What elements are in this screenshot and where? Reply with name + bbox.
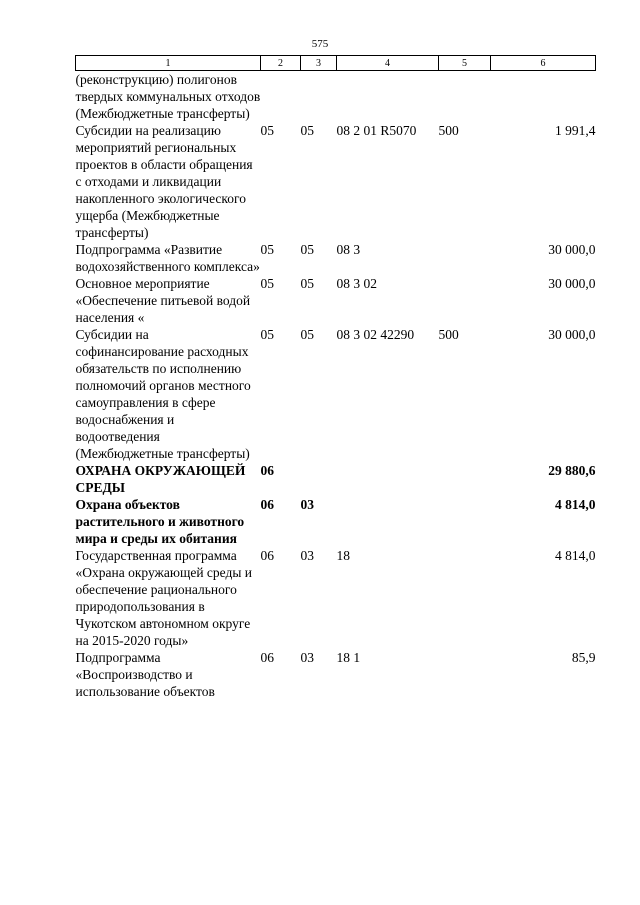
table-header-row bbox=[76, 56, 596, 71]
row-name-cell: Субсидии на реализацию мероприятий региональных проектов в области обращения с отходами и ликвидации накопленного экологического ущерба (Межбюджетные трансферты) bbox=[75, 123, 253, 240]
row-expense-type-cell: 500 bbox=[438, 123, 459, 138]
row-subsection-cell: 03 bbox=[300, 650, 314, 665]
row-subsection-cell: 05 bbox=[300, 327, 314, 342]
column-header: 4 bbox=[337, 56, 439, 71]
table-row bbox=[76, 122, 596, 241]
column-header: 1 bbox=[76, 56, 261, 71]
row-section-cell: 05 bbox=[260, 327, 274, 342]
row-name-cell: Подпрограмма «Развитие водохозяйственного комплекса» bbox=[75, 242, 260, 274]
table-row bbox=[76, 547, 596, 649]
table-row bbox=[76, 326, 596, 462]
row-amount-cell: 29 880,6 bbox=[548, 463, 596, 478]
row-section-cell: 06 bbox=[260, 650, 274, 665]
row-section-cell bbox=[261, 71, 301, 123]
row-section-cell: 05 bbox=[260, 276, 274, 291]
row-name-cell: Подпрограмма «Воспроизводство и использование объектов bbox=[75, 650, 215, 699]
table-row bbox=[76, 462, 596, 496]
row-subsection-cell bbox=[301, 462, 337, 496]
row-target-code-cell bbox=[337, 462, 439, 496]
row-expense-type-cell bbox=[439, 496, 491, 547]
row-target-code-cell bbox=[337, 71, 439, 123]
row-section-cell: 05 bbox=[260, 123, 274, 138]
row-target-code-cell bbox=[337, 496, 439, 547]
column-header: 2 bbox=[261, 56, 301, 71]
row-section-cell: 06 bbox=[260, 463, 274, 478]
table-row bbox=[76, 71, 596, 123]
row-target-code-cell: 08 3 02 42290 bbox=[336, 327, 415, 342]
row-target-code-cell: 08 3 02 bbox=[336, 276, 377, 291]
table-row bbox=[76, 275, 596, 326]
budget-table bbox=[75, 55, 596, 700]
row-expense-type-cell bbox=[439, 71, 491, 123]
table-row bbox=[76, 649, 596, 700]
row-expense-type-cell bbox=[439, 547, 491, 649]
row-name-cell: Государственная программа «Охрана окружающей среды и обеспечение рационального природопользования в Чукотском автономном округе на 2015-2020 годы» bbox=[75, 548, 253, 648]
row-target-code-cell: 18 1 bbox=[336, 650, 361, 665]
table-row bbox=[76, 241, 596, 275]
row-name-cell: Охрана объектов растительного и животного мира и среды их обитания bbox=[75, 497, 245, 546]
row-name-cell: Субсидии на софинансирование расходных обязательств по исполнению полномочий органов местного самоуправления в сфере водоснабжения и водоотведения (Межбюджетные трансферты) bbox=[75, 327, 251, 461]
column-header: 5 bbox=[439, 56, 491, 71]
row-subsection-cell: 05 bbox=[300, 242, 314, 257]
row-amount-cell: 30 000,0 bbox=[548, 242, 596, 257]
row-amount-cell: 30 000,0 bbox=[548, 276, 596, 291]
row-subsection-cell: 03 bbox=[300, 548, 314, 563]
row-target-code-cell: 18 bbox=[336, 548, 350, 563]
row-subsection-cell: 05 bbox=[300, 123, 314, 138]
row-subsection-cell bbox=[301, 71, 337, 123]
row-expense-type-cell bbox=[439, 241, 491, 275]
table-row bbox=[76, 496, 596, 547]
row-expense-type-cell bbox=[439, 649, 491, 700]
row-section-cell: 06 bbox=[260, 497, 274, 512]
row-amount-cell: 4 814,0 bbox=[555, 497, 596, 512]
row-subsection-cell: 05 bbox=[300, 276, 314, 291]
row-name-cell: (реконструкцию) полигонов твердых коммунальных отходов (Межбюджетные трансферты) bbox=[75, 72, 261, 121]
row-expense-type-cell: 500 bbox=[438, 327, 459, 342]
row-amount-cell: 1 991,4 bbox=[555, 123, 596, 138]
row-amount-cell bbox=[491, 71, 596, 123]
row-amount-cell: 4 814,0 bbox=[555, 548, 596, 563]
column-header: 6 bbox=[491, 56, 596, 71]
row-expense-type-cell bbox=[439, 462, 491, 496]
column-header: 3 bbox=[301, 56, 337, 71]
row-amount-cell: 85,9 bbox=[571, 650, 596, 665]
row-section-cell: 06 bbox=[260, 548, 274, 563]
row-name-cell: ОХРАНА ОКРУЖАЮЩЕЙ СРЕДЫ bbox=[75, 463, 246, 495]
row-subsection-cell: 03 bbox=[300, 497, 314, 512]
page-number: 575 bbox=[311, 38, 329, 50]
row-target-code-cell: 08 3 bbox=[336, 242, 361, 257]
row-expense-type-cell bbox=[439, 275, 491, 326]
row-target-code-cell: 08 2 01 R5070 bbox=[336, 123, 417, 138]
row-name-cell: Основное мероприятие «Обеспечение питьевой водой населения « bbox=[75, 276, 251, 325]
row-amount-cell: 30 000,0 bbox=[548, 327, 596, 342]
row-section-cell: 05 bbox=[260, 242, 274, 257]
